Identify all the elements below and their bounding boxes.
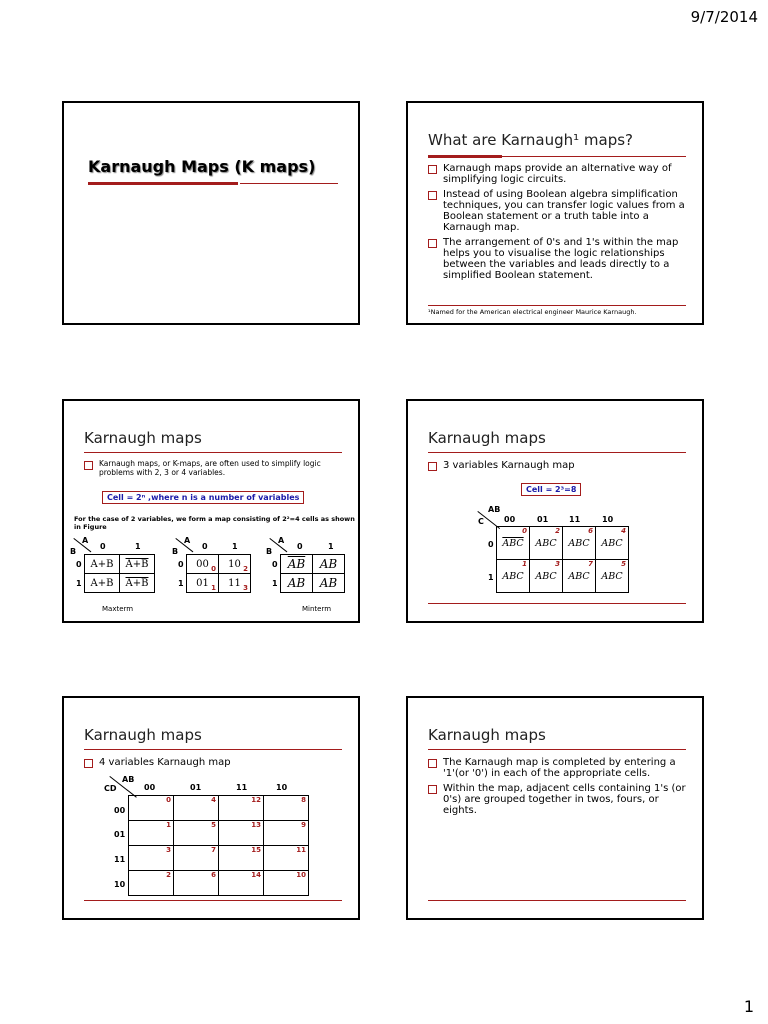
row-header: 1	[178, 579, 184, 588]
slide-title: Karnaugh maps	[428, 726, 546, 744]
cell-index: 4	[621, 527, 626, 535]
slide-1	[62, 101, 360, 325]
title-rule-thin	[428, 156, 686, 157]
cell-formula: Cell = 2³=8	[521, 483, 581, 496]
caption: For the case of 2 variables, we form a map consisting of 2²=4 cells as shown in Figure	[74, 515, 355, 531]
minterm-label: Minterm	[302, 605, 332, 613]
slide-title: Karnaugh Maps (K maps)	[88, 157, 316, 176]
col-header: 1	[232, 542, 238, 551]
map-cell	[313, 574, 345, 593]
cell-index: 4	[211, 796, 216, 804]
cell-index: 1	[211, 584, 216, 592]
maxterm-label: Maxterm	[102, 605, 134, 613]
map-cell	[85, 555, 120, 574]
slide-title: Karnaugh maps	[84, 726, 202, 744]
cell-index: 9	[301, 821, 306, 829]
cell-index: 2	[243, 565, 248, 573]
map-cell	[264, 871, 309, 896]
col-header: 11	[569, 515, 581, 524]
var-b-label: B	[70, 547, 77, 556]
map-cell	[129, 846, 174, 871]
var-cd-label: CD	[104, 784, 117, 793]
list-item: Karnaugh maps, or K-maps, are often used to simplify logic problems with 2, 3 or 4 variables.	[84, 459, 342, 477]
map-cell	[174, 871, 219, 896]
cell-index: 5	[621, 560, 626, 568]
cell-text: ABC	[568, 537, 590, 549]
cell-text: A+B	[90, 577, 114, 589]
map-cell	[120, 555, 155, 574]
title-rule	[428, 452, 686, 453]
footnote: ¹Named for the American electrical engineer Maurice Karnaugh.	[428, 308, 637, 316]
row-header: 0	[272, 560, 278, 569]
cell-index: 5	[211, 821, 216, 829]
var-b-label: B	[172, 547, 179, 556]
slide-2	[406, 101, 704, 325]
var-c-label: C	[478, 517, 484, 526]
three-var-map	[496, 526, 629, 593]
col-header: 10	[276, 783, 288, 792]
slide-title: Karnaugh maps	[84, 429, 202, 447]
list-item: The arrangement of 0's and 1's within the map helps you to visualise the logic relationships between the variables and leads directly to a simplified Boolean statement.	[428, 237, 686, 281]
page-number: 1	[743, 997, 754, 1016]
map-cell	[187, 555, 219, 574]
cell-text: A+B	[90, 558, 114, 570]
cell-text: ABC	[601, 537, 623, 549]
map-cell	[281, 574, 313, 593]
cell-text: ABC	[535, 537, 557, 549]
row-header: 11	[114, 855, 126, 864]
map-cell	[85, 574, 120, 593]
bottom-rule	[428, 603, 686, 604]
map-cell	[120, 574, 155, 593]
cell-index: 10	[296, 871, 306, 879]
col-header: 1	[135, 542, 141, 551]
cell-text: 11	[228, 577, 241, 589]
cell-index: 3	[555, 560, 560, 568]
list-item: 4 variables Karnaugh map	[84, 757, 342, 768]
cell-index: 2	[555, 527, 560, 535]
map-cell	[219, 574, 251, 593]
map-cell	[530, 560, 563, 593]
row-header: 0	[488, 540, 494, 549]
col-header: 0	[297, 542, 303, 551]
cell-text: $\overline{AB}$	[287, 557, 306, 571]
var-ab-label: AB	[122, 775, 135, 784]
map-cell	[596, 560, 629, 593]
row-header: 1	[272, 579, 278, 588]
map-cell	[563, 527, 596, 560]
map-cell	[313, 555, 345, 574]
map-cell	[596, 527, 629, 560]
map-cell	[497, 527, 530, 560]
title-rule	[84, 452, 342, 453]
cell-text: ABC	[502, 570, 524, 582]
col-header: 11	[236, 783, 248, 792]
bullet-list	[84, 459, 342, 481]
cell-text: 00	[196, 558, 209, 570]
row-header: 0	[76, 560, 82, 569]
col-header: 1	[328, 542, 334, 551]
cell-index: 1	[166, 821, 171, 829]
map-cell	[219, 871, 264, 896]
cell-index: 7	[588, 560, 593, 568]
var-ab-label: AB	[488, 505, 501, 514]
cell-text: ABC	[568, 570, 590, 582]
cell-text: 01	[196, 577, 209, 589]
bottom-rule	[84, 900, 342, 901]
cell-index: 3	[243, 584, 248, 592]
cell-text: $\overline{ABC}$	[502, 537, 524, 549]
row-header: 00	[114, 806, 126, 815]
row-header: 1	[488, 573, 494, 582]
cell-index: 0	[166, 796, 171, 804]
map-cell	[264, 796, 309, 821]
cell-text: AB	[287, 576, 306, 590]
cell-index: 6	[211, 871, 216, 879]
col-header: 01	[537, 515, 549, 524]
slide-6	[406, 696, 704, 920]
cell-text: AB	[319, 576, 338, 590]
var-a-label: A	[82, 536, 89, 545]
map-cell	[219, 846, 264, 871]
row-header: 10	[114, 880, 126, 889]
list-item: 3 variables Karnaugh map	[428, 460, 686, 471]
cell-index: 0	[522, 527, 527, 535]
map-cell	[219, 821, 264, 846]
cell-index: 13	[251, 821, 261, 829]
cell-index: 7	[211, 846, 216, 854]
cell-index: 3	[166, 846, 171, 854]
cell-index: 1	[522, 560, 527, 568]
cell-index: 0	[211, 565, 216, 573]
list-item: The Karnaugh map is completed by entering a '1'(or '0') in each of the appropriate cells.	[428, 757, 686, 779]
cell-text: ABC	[601, 570, 623, 582]
map-cell	[563, 560, 596, 593]
map-cell	[129, 821, 174, 846]
map-cell	[530, 527, 563, 560]
title-rule	[428, 749, 686, 750]
bullet-list	[84, 757, 342, 772]
bullet-list	[428, 163, 686, 285]
map-cell	[174, 796, 219, 821]
list-item: Within the map, adjacent cells containing 1's (or 0's) are grouped together in twos, fours, or eights.	[428, 783, 686, 816]
col-header: 0	[100, 542, 106, 551]
minterm-map	[280, 554, 345, 593]
cell-index: 15	[251, 846, 261, 854]
slide-5	[62, 696, 360, 920]
col-header: 00	[144, 783, 156, 792]
cell-index: 12	[251, 796, 261, 804]
cell-formula: Cell = 2ⁿ ,where n is a number of variables	[102, 491, 304, 504]
row-header: 01	[114, 830, 126, 839]
page-date: 9/7/2014	[690, 8, 758, 26]
map-cell	[219, 796, 264, 821]
map-cell	[497, 560, 530, 593]
map-cell	[129, 871, 174, 896]
cell-text: A+B	[125, 577, 149, 589]
binary-map	[186, 554, 251, 593]
cell-index: 11	[296, 846, 306, 854]
map-cell	[187, 574, 219, 593]
row-header: 1	[76, 579, 82, 588]
cell-index: 14	[251, 871, 261, 879]
cell-text: AB	[319, 557, 338, 571]
list-item: Karnaugh maps provide an alternative way of simplifying logic circuits.	[428, 163, 686, 185]
row-header: 0	[178, 560, 184, 569]
footnote-rule	[428, 305, 686, 306]
bullet-list	[428, 460, 686, 475]
cell-index: 2	[166, 871, 171, 879]
var-a-label: A	[184, 536, 191, 545]
map-cell	[219, 555, 251, 574]
col-header: 01	[190, 783, 202, 792]
map-cell	[129, 796, 174, 821]
cell-text: A+B	[125, 558, 149, 570]
var-b-label: B	[266, 547, 273, 556]
map-cell	[264, 821, 309, 846]
list-item: Instead of using Boolean algebra simplification techniques, you can transfer logic values from a Boolean statement or a truth table into a Karnaugh map.	[428, 189, 686, 233]
slide-3	[62, 399, 360, 623]
title-rule	[84, 749, 342, 750]
map-cell	[264, 846, 309, 871]
map-cell	[174, 846, 219, 871]
var-a-label: A	[278, 536, 285, 545]
title-rule-thin	[240, 183, 338, 184]
cell-text: 10	[228, 558, 241, 570]
col-header: 00	[504, 515, 516, 524]
slide-4	[406, 399, 704, 623]
col-header: 0	[202, 542, 208, 551]
cell-text: ABC	[535, 570, 557, 582]
bottom-rule	[428, 900, 686, 901]
col-header: 10	[602, 515, 614, 524]
four-var-map	[128, 795, 309, 896]
slide-title: Karnaugh maps	[428, 429, 546, 447]
maxterm-map	[84, 554, 155, 593]
bullet-list	[428, 757, 686, 820]
slide-title: What are Karnaugh¹ maps?	[428, 131, 633, 149]
map-cell	[174, 821, 219, 846]
cell-index: 8	[301, 796, 306, 804]
map-cell	[281, 555, 313, 574]
title-rule	[88, 182, 238, 185]
cell-index: 6	[588, 527, 593, 535]
